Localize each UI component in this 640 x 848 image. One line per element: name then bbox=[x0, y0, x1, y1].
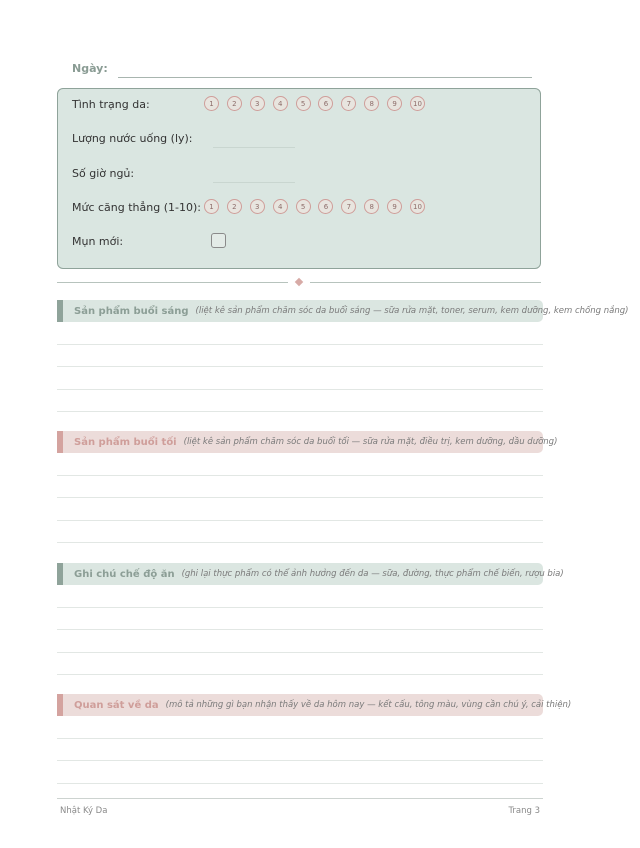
rating-circle[interactable]: 8 bbox=[364, 199, 379, 214]
writing-line[interactable] bbox=[57, 476, 543, 499]
rating-circle[interactable]: 8 bbox=[364, 96, 379, 111]
rating-circle[interactable]: 9 bbox=[387, 199, 402, 214]
water-intake-field[interactable] bbox=[213, 147, 295, 148]
rating-circle[interactable]: 2 bbox=[227, 199, 242, 214]
new-acne-checkbox[interactable] bbox=[211, 233, 226, 248]
section-title: Quan sát về da bbox=[74, 699, 159, 711]
writing-line[interactable] bbox=[57, 521, 543, 544]
date-row bbox=[72, 62, 532, 80]
rating-circle[interactable]: 1 bbox=[204, 96, 219, 111]
daily-tracker-box bbox=[57, 88, 541, 269]
writing-line[interactable] bbox=[57, 345, 543, 368]
rating-circle[interactable]: 4 bbox=[273, 96, 288, 111]
diet-notes-section bbox=[57, 563, 564, 675]
section-hint: (ghi lại thực phẩm có thể ảnh hưởng đến da — sữa, đường, thực phẩm chế biến, rượu bia) bbox=[181, 569, 564, 579]
section-header bbox=[57, 300, 629, 322]
rating-circle[interactable]: 3 bbox=[250, 96, 265, 111]
section-divider bbox=[57, 282, 541, 283]
rating-circle[interactable]: 5 bbox=[296, 199, 311, 214]
rating-circle[interactable]: 10 bbox=[410, 96, 425, 111]
section-hint: (liệt kê sản phẩm chăm sóc da buổi tối — sữa rửa mặt, điều trị, kem dưỡng, dầu dưỡng) bbox=[183, 437, 558, 447]
stress-level-scale bbox=[204, 199, 433, 214]
stress-level-label: Mức căng thẳng (1-10): bbox=[72, 201, 201, 214]
skin-observation-section bbox=[57, 694, 572, 784]
writing-line[interactable] bbox=[57, 585, 543, 608]
date-input-line[interactable] bbox=[118, 77, 532, 78]
sleep-hours-field[interactable] bbox=[213, 182, 295, 183]
rating-circle[interactable]: 7 bbox=[341, 199, 356, 214]
section-hint: (liệt kê sản phẩm chăm sóc da buổi sáng — sữa rửa mặt, toner, serum, kem dưỡng, kem chống nắng) bbox=[195, 306, 629, 316]
diamond-icon bbox=[295, 278, 303, 286]
rating-circle[interactable]: 6 bbox=[318, 199, 333, 214]
evening-products-section bbox=[57, 431, 558, 543]
date-label: Ngày: bbox=[72, 62, 108, 75]
morning-products-section bbox=[57, 300, 629, 412]
skin-condition-scale bbox=[204, 96, 433, 111]
writing-line[interactable] bbox=[57, 608, 543, 631]
rating-circle[interactable]: 4 bbox=[273, 199, 288, 214]
writing-line[interactable] bbox=[57, 739, 543, 762]
water-intake-label: Lượng nước uống (ly): bbox=[72, 132, 193, 145]
section-title: Sản phẩm buổi tối bbox=[74, 436, 177, 448]
writing-line[interactable] bbox=[57, 390, 543, 413]
writing-line[interactable] bbox=[57, 716, 543, 739]
rating-circle[interactable]: 3 bbox=[250, 199, 265, 214]
sleep-hours-label: Số giờ ngủ: bbox=[72, 167, 135, 180]
page-footer bbox=[57, 798, 543, 816]
writing-line[interactable] bbox=[57, 367, 543, 390]
section-header bbox=[57, 563, 564, 585]
section-header bbox=[57, 431, 558, 453]
writing-line[interactable] bbox=[57, 630, 543, 653]
rating-circle[interactable]: 1 bbox=[204, 199, 219, 214]
section-header bbox=[57, 694, 572, 716]
section-title: Sản phẩm buổi sáng bbox=[74, 305, 189, 317]
rating-circle[interactable]: 7 bbox=[341, 96, 356, 111]
footer-title: Nhật Ký Da bbox=[60, 806, 108, 816]
writing-line[interactable] bbox=[57, 653, 543, 676]
skin-condition-label: Tình trạng da: bbox=[72, 98, 150, 111]
writing-line[interactable] bbox=[57, 761, 543, 784]
rating-circle[interactable]: 5 bbox=[296, 96, 311, 111]
writing-line[interactable] bbox=[57, 498, 543, 521]
new-acne-label: Mụn mới: bbox=[72, 235, 124, 248]
section-title: Ghi chú chế độ ăn bbox=[74, 568, 175, 580]
writing-line[interactable] bbox=[57, 453, 543, 476]
rating-circle[interactable]: 9 bbox=[387, 96, 402, 111]
rating-circle[interactable]: 10 bbox=[410, 199, 425, 214]
page-number: Trang 3 bbox=[508, 806, 540, 816]
writing-line[interactable] bbox=[57, 322, 543, 345]
section-hint: (mô tả những gì bạn nhận thấy về da hôm nay — kết cấu, tông màu, vùng cần chú ý, cải thiện) bbox=[165, 700, 572, 710]
rating-circle[interactable]: 6 bbox=[318, 96, 333, 111]
rating-circle[interactable]: 2 bbox=[227, 96, 242, 111]
